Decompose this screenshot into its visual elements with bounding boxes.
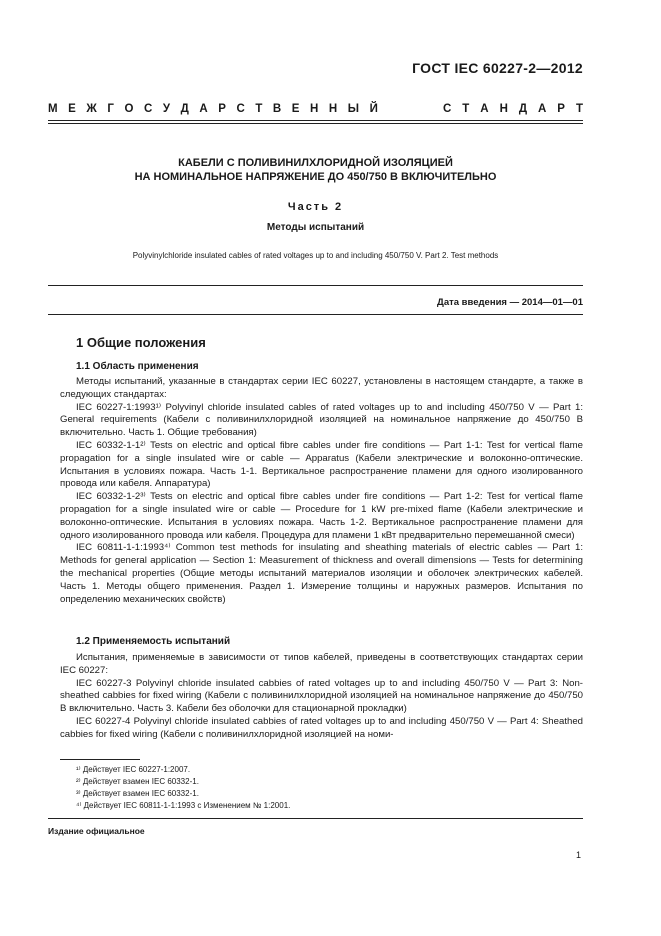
interstate-letter: Т bbox=[575, 103, 583, 115]
interstate-letter: А bbox=[538, 103, 547, 115]
interstate-letter: Е bbox=[291, 103, 300, 115]
paragraph: IEC 60332-1-1²⁾ Tests on electric and optical fibre cables under fire conditions — Part 1-1: Test for vertical flame propagation for a single insulated wire or cable — Apparatus (Кабели электрические и волоконно-оптические. Испытания в условиях пожара. Часть 1-1. Вертикальное распространение пламени для одного изолированного провода или кабеля. Аппаратура) bbox=[60, 439, 583, 490]
english-title: Polyvinylchloride insulated cables of rated voltages up to and including 450/750 V. Part 2. Test methods bbox=[132, 251, 499, 260]
interstate-letter: Е bbox=[68, 103, 76, 115]
title-line-1: КАБЕЛИ С ПОЛИВИНИЛХЛОРИДНОЙ ИЗОЛЯЦИЕЙ bbox=[178, 157, 453, 169]
interstate-letter: Г bbox=[107, 103, 114, 115]
header-rule-bottom bbox=[48, 123, 583, 124]
interstate-letter: С bbox=[143, 103, 153, 115]
document-title bbox=[48, 156, 583, 184]
subsection-heading-applicability: 1.2 Применяемость испытаний bbox=[76, 636, 231, 647]
footnote: ³⁾ Действует взамен IEC 60332-1. bbox=[76, 789, 199, 798]
interstate-letter: С bbox=[236, 103, 245, 115]
footnote: ⁴⁾ Действует IEC 60811-1-1:1993 с Изменением № 1:2001. bbox=[76, 801, 291, 810]
paragraph: IEC 60227-1:1993¹⁾ Polyvinyl chloride insulated cables of rated voltages up to and including 450/750 V — Part 1: General requirements (Кабели с поливинилхлоридной изоляцией на номинальное напряжение до 450/750 В включительно. Часть 1. Общие требования) bbox=[60, 401, 583, 439]
footnote-separator bbox=[60, 759, 140, 760]
page-number: 1 bbox=[575, 850, 581, 860]
paragraph: Методы испытаний, указанные в стандартах серии IEC 60227, установлены в настоящем стандарте, а также в следующих стандартах: bbox=[60, 376, 583, 400]
interstate-letter: Д bbox=[518, 103, 528, 115]
date-rule-bottom bbox=[48, 314, 583, 315]
interstate-standard-label bbox=[48, 103, 583, 115]
document-code: ГОСТ IEC 60227-2—2012 bbox=[412, 60, 583, 76]
interstate-letter: С bbox=[443, 103, 452, 115]
interstate-letter: А bbox=[480, 103, 489, 115]
interstate-letter: Р bbox=[218, 103, 226, 115]
footnote: ²⁾ Действует взамен IEC 60332-1. bbox=[76, 777, 199, 786]
interstate-letter: М bbox=[48, 103, 58, 115]
interstate-letter: Ж bbox=[86, 103, 97, 115]
interstate-word-1 bbox=[48, 103, 378, 115]
paragraph: IEC 60227-3 Polyvinyl chloride insulated cabbies of rated voltages up to and including 450/750 V — Part 3: Non-sheathed cabbies for fixed wiring (Кабели с поливинилхлоридной изоляцией на номинальное напряжение до 450/750 В включительно. Часть 3. Кабели без оболочки для стационарной прокладки) bbox=[60, 677, 583, 715]
paragraph: IEC 60811-1-1:1993⁴⁾ Common test methods for insulating and sheathing materials of electric cables — Part 1: Methods for general application — Section 1: Measurement of thickness and overall dimensions — Tests for determining the mechanical properties (Общие методы испытаний материалов изоляции и оболочек электрических кабелей. Часть 1. Методы общего применения. Раздел 1. Измерение толщины и наружных размеров. Испытания по определению механических свойств) bbox=[60, 542, 583, 605]
interstate-letter: Т bbox=[255, 103, 263, 115]
paragraph: IEC 60332-1-2³⁾ Tests on electric and optical fibre cables under fire conditions — Part 1-2: Test for vertical flame propagation for a single insulated wire or cable — Procedure for 1 kW pre-mixed flame (Кабели электрические и волоконно-оптические. Испытания в условиях пожара. Часть 1-2. Вертикальное распространение пламени для одного изолированного провода или кабеля. Процедура для пламени 1 кВт предварительно перемешанной смеси) bbox=[60, 491, 583, 541]
introduction-date: Дата введения — 2014—01—01 bbox=[437, 297, 583, 308]
interstate-letter: Д bbox=[180, 103, 189, 115]
paragraph: IEC 60227-4 Polyvinyl chloride insulated cabbies of rated voltages up to and including 450/750 V — Part 4: Sheathed cabbies for fixed wiring (Кабели с поливинилхлоридной изоляцией на номи- bbox=[60, 715, 583, 740]
edition-label: Издание официальное bbox=[48, 826, 145, 836]
part-subtitle: Методы испытаний bbox=[266, 222, 365, 233]
scope-body bbox=[60, 376, 583, 606]
header-rule-top bbox=[48, 120, 583, 121]
title-line-2: НА НОМИНАЛЬНОЕ НАПРЯЖЕНИЕ ДО 450/750 В ВКЛЮЧИТЕЛЬНО bbox=[134, 171, 497, 183]
interstate-letter: В bbox=[272, 103, 282, 115]
interstate-letter: Н bbox=[328, 103, 338, 115]
edition-rule bbox=[48, 818, 583, 819]
applicability-body bbox=[60, 652, 583, 742]
interstate-letter: Н bbox=[310, 103, 319, 115]
footnote: ¹⁾ Действует IEC 60227-1:2007. bbox=[76, 765, 191, 774]
date-rule bbox=[48, 285, 583, 286]
section-heading: 1 Общие положения bbox=[76, 335, 206, 350]
part-label: Часть 2 bbox=[287, 201, 344, 213]
interstate-word-2 bbox=[443, 103, 583, 115]
subsection-heading-scope: 1.1 Область применения bbox=[76, 361, 199, 372]
interstate-letter: Ы bbox=[347, 103, 360, 115]
interstate-letter: Т bbox=[462, 103, 470, 115]
interstate-letter: А bbox=[199, 103, 208, 115]
interstate-letter: Й bbox=[369, 103, 378, 115]
interstate-letter: О bbox=[124, 103, 134, 115]
paragraph: Испытания, применяемые в зависимости от типов кабелей, приведены в соответствующих стандартах серии IEC 60227: bbox=[60, 652, 583, 676]
interstate-letter: Н bbox=[499, 103, 508, 115]
interstate-letter: Р bbox=[557, 103, 565, 115]
footnotes bbox=[76, 764, 290, 812]
interstate-letter: У bbox=[162, 103, 170, 115]
